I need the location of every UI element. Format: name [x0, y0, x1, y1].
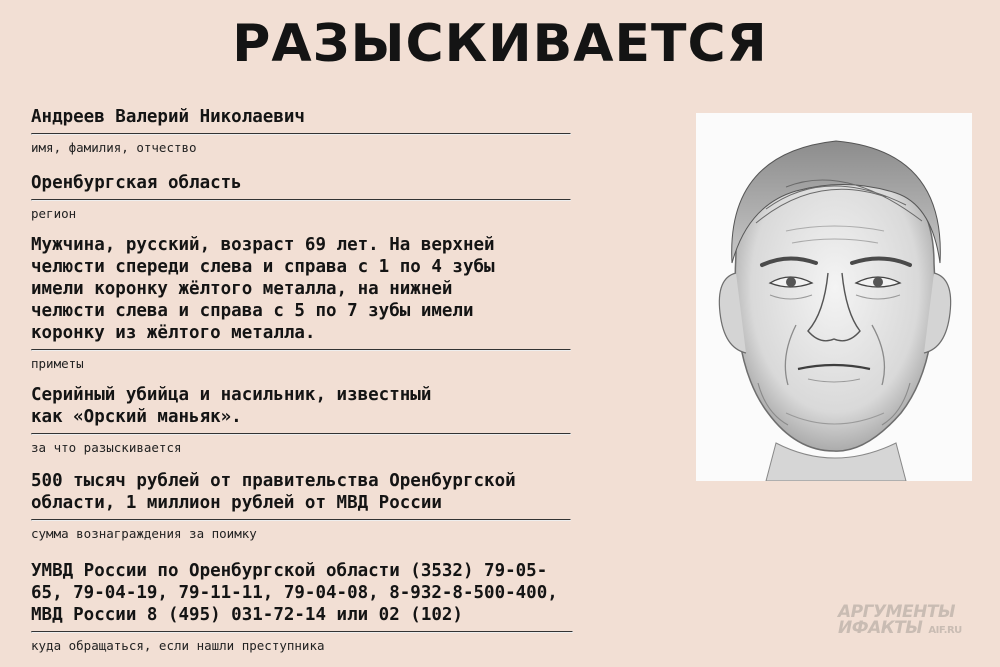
name-field — [31, 106, 571, 155]
divider — [31, 519, 571, 521]
reward-label: сумма вознаграждения за поимку — [31, 526, 257, 541]
divider — [31, 631, 573, 633]
reward-field — [31, 470, 571, 541]
region-value: Оренбургская область — [31, 173, 242, 193]
region-field — [31, 172, 571, 221]
contact-value: УМВД России по Оренбургской области (3532) 79-05- 65, 79-04-19, 79-11-11, 79-04-08, 8-932-8-500-400, МВД России 8 (495) 031-72-14 или 02 (102) — [31, 561, 558, 625]
reason-field — [31, 384, 571, 455]
name-label: имя, фамилия, отчество — [31, 140, 197, 155]
reason-label: за что разыскивается — [31, 440, 182, 455]
contact-field — [31, 560, 641, 653]
divider — [31, 133, 571, 135]
divider — [31, 349, 571, 351]
suspect-sketch-portrait — [696, 113, 972, 481]
reward-value: 500 тысяч рублей от правительства Оренбургской области, 1 миллион рублей от МВД России — [31, 471, 516, 513]
features-field — [31, 234, 571, 371]
aif-logo: АРГУМЕНТЫ ИФАКТЫ AIF.RU — [838, 602, 962, 638]
page-title: РАЗЫСКИВАЕТСЯ — [232, 14, 768, 74]
contact-label: куда обращаться, если нашли преступника — [31, 638, 325, 653]
divider — [31, 199, 571, 201]
region-label: регион — [31, 206, 77, 221]
reason-value: Серийный убийца и насильник, известный как «Орский маньяк». — [31, 385, 432, 427]
features-label: приметы — [31, 356, 84, 371]
name-value: Андреев Валерий Николаевич — [31, 107, 305, 127]
features-value: Мужчина, русский, возраст 69 лет. На верхней челюсти спереди слева и справа с 1 по 4 зубы имели коронку жёлтого металла, на нижней челюсти слева и справа с 5 по 7 зубы имели коронку из жёлтого металла. — [31, 235, 495, 343]
divider — [31, 433, 571, 435]
